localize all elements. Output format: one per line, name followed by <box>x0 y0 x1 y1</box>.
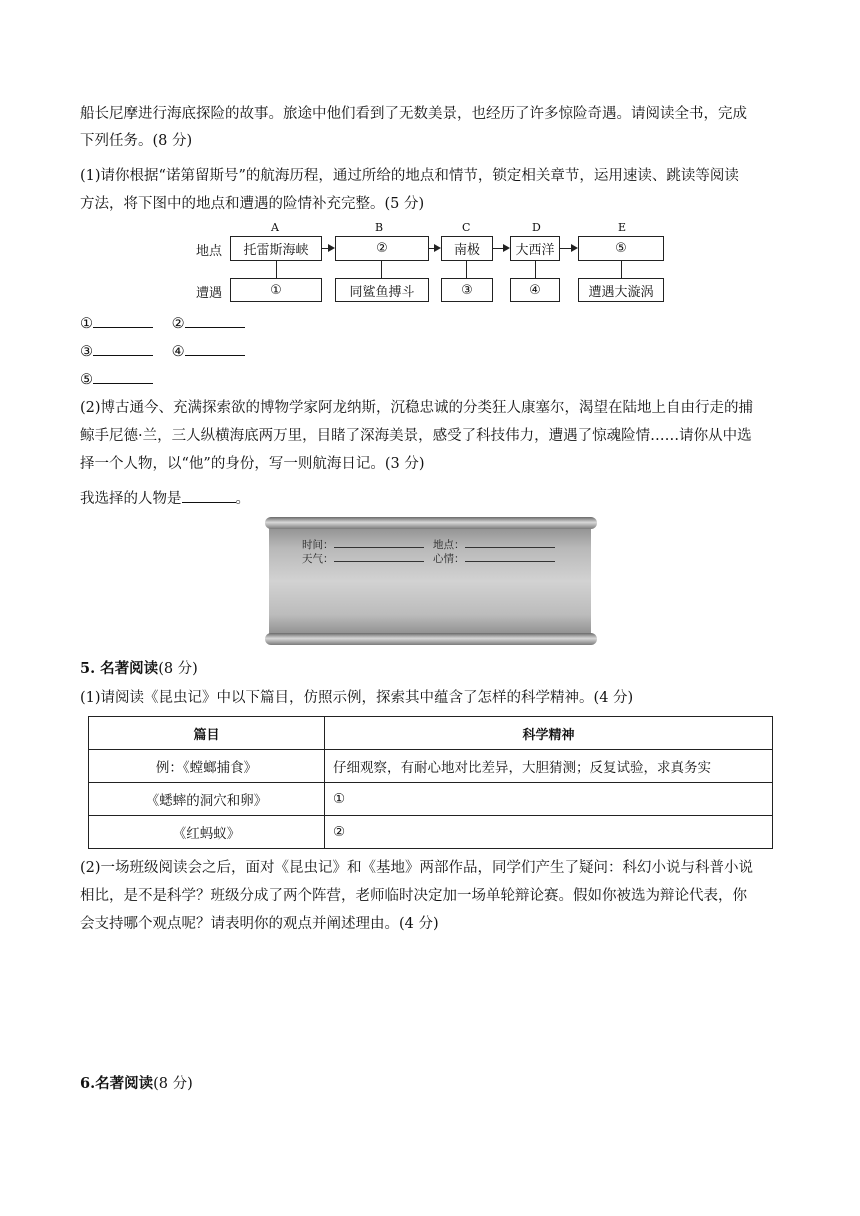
diary-time-field[interactable] <box>302 537 424 552</box>
table-row <box>89 783 773 816</box>
answer-row-1 <box>80 313 245 334</box>
encounter-box-b: 同鲨鱼搏斗 <box>335 278 429 302</box>
table-cell: 《蟋蟀的洞穴和卵》 <box>89 783 325 816</box>
encounter-box-d: ④ <box>510 278 560 302</box>
table-row <box>89 750 773 783</box>
intro-line-1: 船长尼摩进行海底探险的故事。旅途中他们看到了无数美景，也经历了许多惊险奇遇。请阅读全书，完成 <box>80 106 747 122</box>
q5-score: (8 分) <box>158 661 198 677</box>
letter-c: C <box>462 221 471 234</box>
diary-place-field[interactable] <box>433 537 555 552</box>
encounter-box-e: 遭遇大漩涡 <box>578 278 664 302</box>
table-cell: 仔细观察，有耐心地对比差异，大胆猜测；反复试验，求真务实 <box>325 750 773 783</box>
table-header-row <box>89 717 773 750</box>
connector <box>276 261 277 278</box>
arrow-line <box>493 248 503 249</box>
answer-label-2: ② <box>171 316 185 332</box>
arrow-icon <box>571 244 578 252</box>
diary-scroll <box>265 515 597 647</box>
character-choice-label: 我选择的人物是 <box>80 491 182 507</box>
letter-a: A <box>271 221 279 234</box>
q6-title-line <box>80 1074 193 1094</box>
table-cell: 例：《螳螂捕食》 <box>89 750 325 783</box>
diary-weather-field[interactable] <box>302 551 424 566</box>
encounter-box-a: ① <box>230 278 322 302</box>
scroll-bottom-roll <box>265 633 597 645</box>
answer-label-5: ⑤ <box>80 372 93 388</box>
diary-time-blank[interactable] <box>334 538 424 548</box>
diary-mood-field[interactable] <box>433 551 555 566</box>
connector <box>381 261 382 278</box>
connector <box>535 261 536 278</box>
row-label-place: 地点 <box>196 244 223 259</box>
arrow-icon <box>328 244 335 252</box>
diary-mood-label: 心情： <box>433 553 465 565</box>
table-header: 篇目 <box>89 717 325 750</box>
character-choice-blank[interactable] <box>182 488 236 503</box>
q6-score: (8 分) <box>153 1076 193 1092</box>
task2-line-1: (2)博古通今、充满探索欲的博物学家阿龙纳斯，沉稳忠诚的分类狂人康塞尔，渴望在陆地上自由行走的捕 <box>80 400 754 416</box>
task2-line-2: 鲸手尼德·兰，三人纵横海底两万里，目睹了深海美景，感受了科技伟力，遭遇了惊魂险情……请你从中选 <box>80 428 752 444</box>
place-box-d: 大西洋 <box>510 236 560 261</box>
letter-b: B <box>375 221 384 234</box>
table-cell: 《红蚂蚁》 <box>89 816 325 849</box>
diary-weather-label: 天气： <box>302 553 334 565</box>
q5-title-line <box>80 659 198 679</box>
diary-time-label: 时间： <box>302 539 334 551</box>
answer-row-3 <box>80 369 153 390</box>
scroll-top-roll <box>265 517 597 529</box>
place-box-e: ⑤ <box>578 236 664 261</box>
table-header: 科学精神 <box>325 717 773 750</box>
letter-d: D <box>532 221 541 234</box>
q5-task1: (1)请阅读《昆虫记》中以下篇目，仿照示例，探索其中蕴含了怎样的科学精神。(4 分) <box>80 690 634 706</box>
answer-blank-3[interactable] <box>93 341 153 356</box>
q5-task2-line-1: (2)一场班级阅读会之后，面对《昆虫记》和《基地》两部作品，同学们产生了疑问：科幻小说与科普小说 <box>80 860 754 876</box>
intro-line-2: 下列任务。(8 分) <box>80 133 193 149</box>
answer-blank-4[interactable] <box>185 341 245 356</box>
encounter-box-c: ③ <box>441 278 493 302</box>
answer-cell[interactable]: ① <box>325 783 773 816</box>
letter-e: E <box>618 221 627 234</box>
place-box-c: 南极 <box>441 236 493 261</box>
science-spirit-table <box>88 716 773 849</box>
table-row <box>89 816 773 849</box>
period: 。 <box>235 491 250 507</box>
task1-line-1: (1)请你根据“诺第留斯号”的航海历程，通过所给的地点和情节，锁定相关章节，运用速读、跳读等阅读 <box>80 168 739 184</box>
character-choice-line <box>80 488 250 509</box>
q5-task2-line-2: 相比，是不是科学？班级分成了两个阵营，老师临时决定加一场单轮辩论赛。假如你被选为辩论代表，你 <box>80 888 747 904</box>
answer-cell[interactable]: ② <box>325 816 773 849</box>
connector <box>621 261 622 278</box>
diary-weather-blank[interactable] <box>334 552 424 562</box>
place-box-b: ② <box>335 236 429 261</box>
answer-label-4: ④ <box>171 344 185 360</box>
task2-line-3: 择一个人物，以“他”的身份，写一则航海日记。(3 分) <box>80 456 425 472</box>
answer-label-3: ③ <box>80 344 93 360</box>
arrow-line <box>560 248 571 249</box>
connector <box>466 261 467 278</box>
diary-place-label: 地点： <box>433 539 465 551</box>
answer-row-2 <box>80 341 245 362</box>
q6-title: 6.名著阅读 <box>80 1075 154 1092</box>
q5-title: 5. 名著阅读 <box>80 660 159 677</box>
place-box-a: 托雷斯海峡 <box>230 236 322 261</box>
row-label-encounter: 遭遇 <box>196 286 223 301</box>
arrow-icon <box>503 244 510 252</box>
diary-mood-blank[interactable] <box>465 552 555 562</box>
diary-place-blank[interactable] <box>465 538 555 548</box>
arrow-icon <box>434 244 441 252</box>
q5-task2-line-3: 会支持哪个观点呢？请表明你的观点并阐述理由。(4 分) <box>80 916 439 932</box>
answer-blank-2[interactable] <box>185 313 245 328</box>
task1-line-2: 方法，将下图中的地点和遭遇的险情补充完整。(5 分) <box>80 196 425 212</box>
answer-blank-5[interactable] <box>93 369 153 384</box>
answer-label-1: ① <box>80 316 93 332</box>
answer-blank-1[interactable] <box>93 313 153 328</box>
